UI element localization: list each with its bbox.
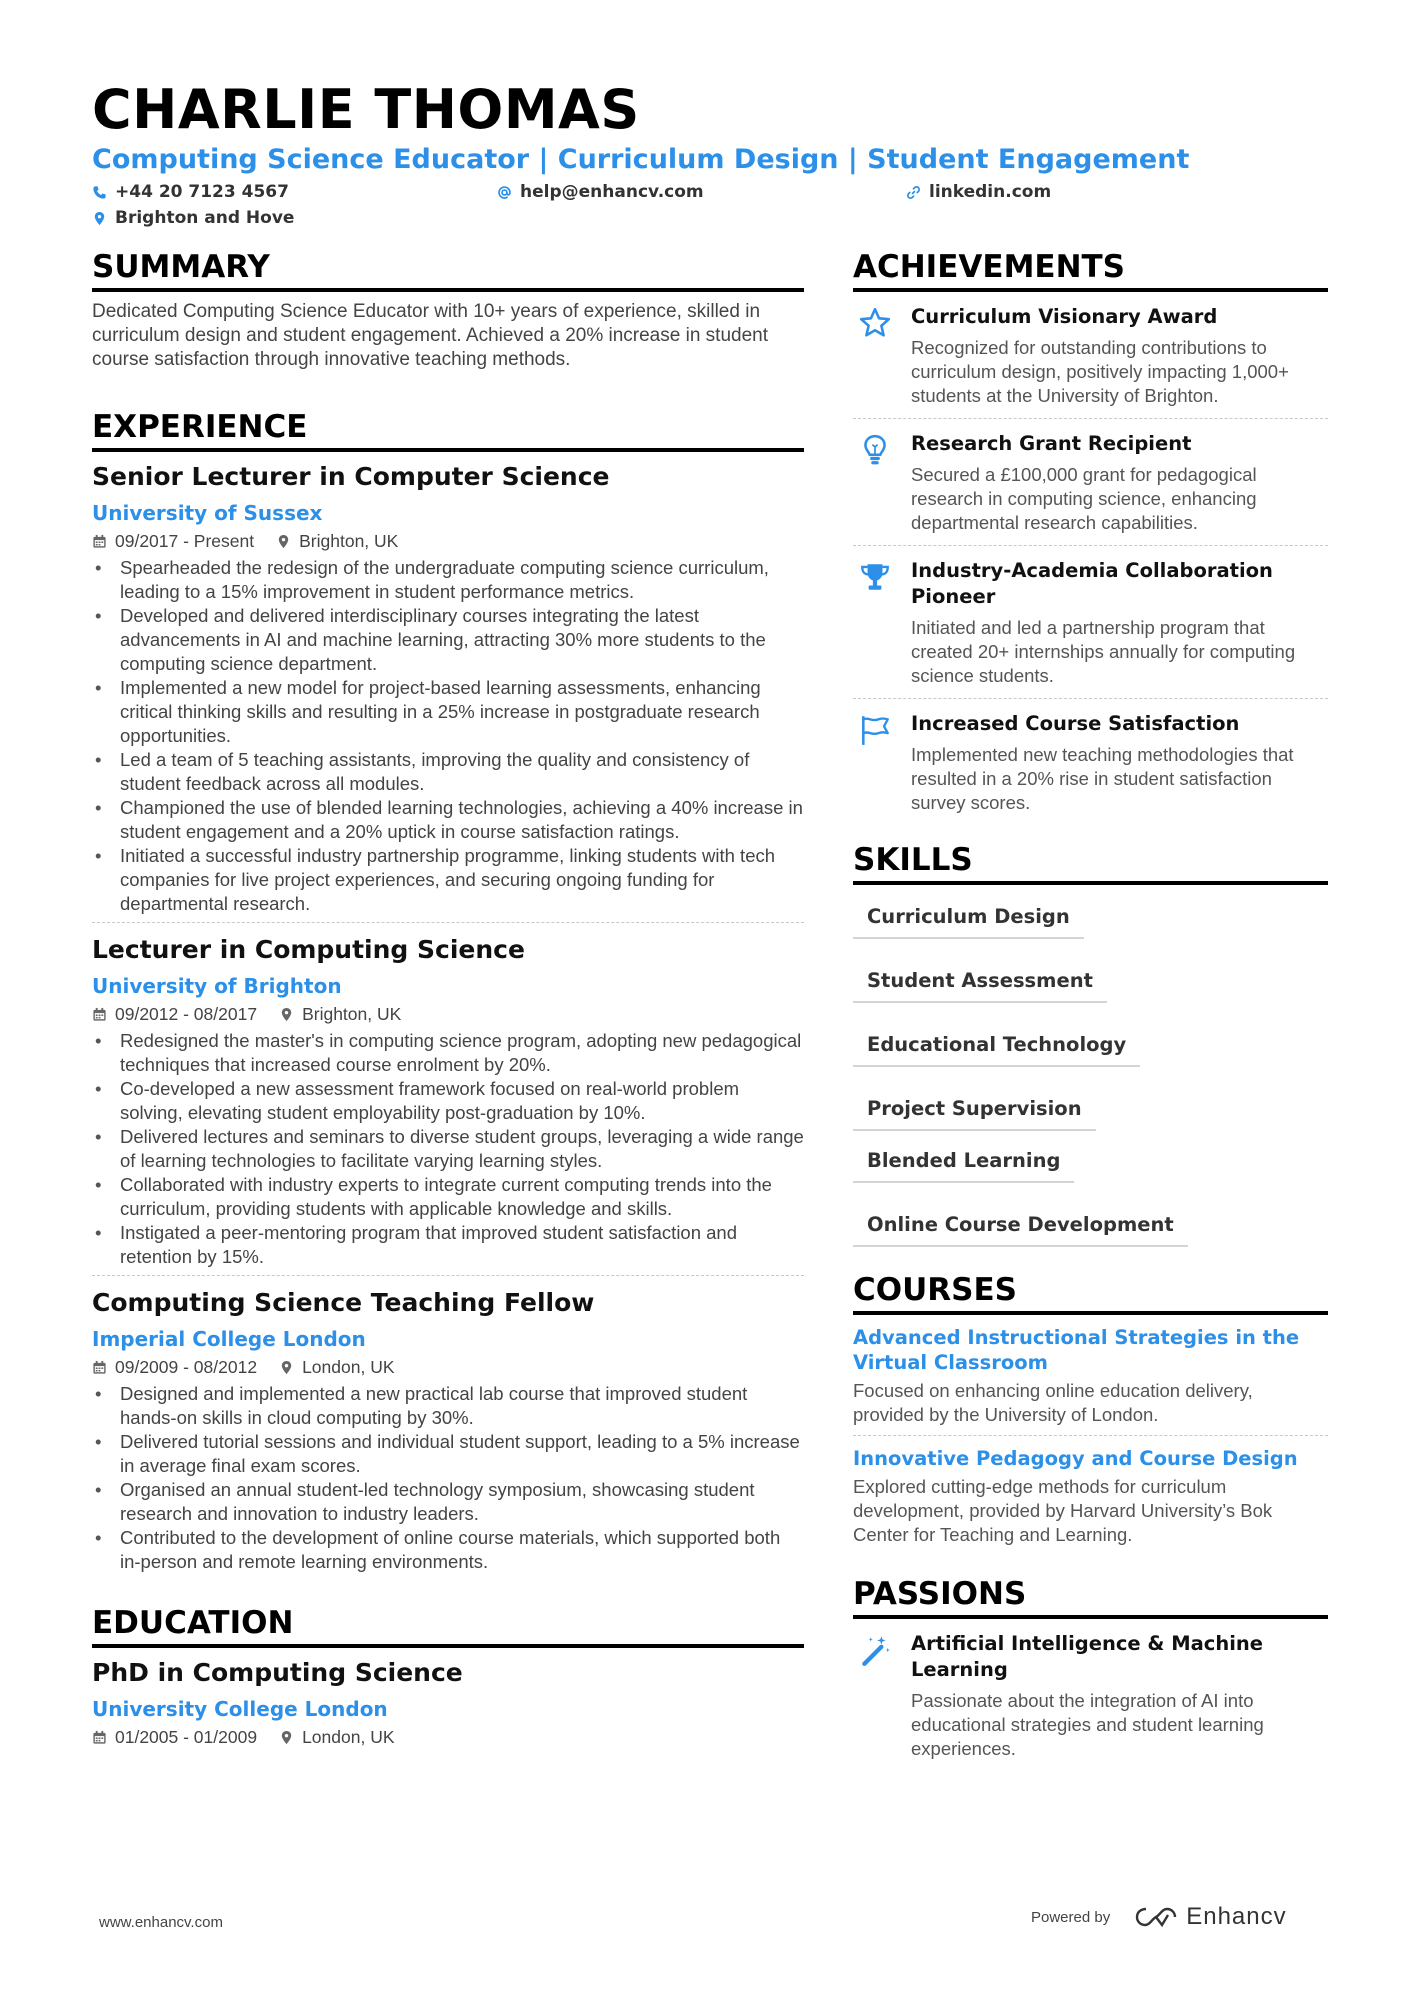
footer-branding [1031, 1903, 1287, 1931]
achievement-title: Curriculum Visionary Award [911, 305, 1218, 329]
courses-section [853, 1273, 1328, 1555]
summary-section [92, 250, 804, 372]
job-bullet: • Contributed to the development of online course materials, which supported both in-person and remote learning environments. [92, 1526, 804, 1574]
footer-website[interactable]: www.enhancv.com [99, 1914, 223, 1931]
job-bullet: • Instigated a peer-mentoring program that improved student satisfaction and retention by 15%. [92, 1221, 804, 1269]
passions-heading: PASSIONS [853, 1577, 1328, 1619]
experience-section [92, 410, 804, 1580]
contact-phone[interactable] [92, 182, 289, 202]
achievement-desc: Recognized for outstanding contributions to curriculum design, positively impacting 1,000+ students at the University of Brighton. [911, 337, 1289, 407]
contact-location [92, 208, 294, 228]
passion-desc: Passionate about the integration of AI into educational strategies and student learning experiences. [911, 1690, 1264, 1760]
location-text: Brighton and Hove [115, 208, 295, 228]
experience-heading: EXPERIENCE [92, 410, 804, 452]
job-entry [92, 1286, 804, 1580]
job-bullet: • Delivered tutorial sessions and individual student support, leading to a 5% increase in average final exam scores. [92, 1430, 804, 1478]
calendar-icon [92, 1730, 107, 1745]
lightbulb-icon [858, 433, 892, 467]
star-icon [858, 306, 892, 340]
course-title: Advanced Instructional Strategies in the Virtual Classroom [853, 1326, 1300, 1375]
calendar-icon [92, 534, 107, 549]
achievement-item [853, 419, 1328, 546]
job-bullet: • Initiated a successful industry partnership programme, linking students with tech companies for live project experiences, and securing ongoing funding for departmental research. [92, 844, 804, 916]
achievements-heading: ACHIEVEMENTS [853, 250, 1328, 292]
at-icon [497, 185, 512, 200]
job-bullet: • Led a team of 5 teaching assistants, improving the quality and consistency of student feedback across all modules. [92, 748, 804, 796]
achievement-item [853, 292, 1328, 419]
achievement-title: Industry-Academia Collaboration Pioneer [911, 559, 1273, 609]
achievement-desc: Initiated and led a partnership program that created 20+ internships annually for computing science students. [911, 617, 1296, 687]
passions-section [853, 1577, 1328, 1771]
education-section [92, 1606, 804, 1750]
course-item [853, 1315, 1328, 1436]
school-name: University College London [92, 1697, 388, 1722]
course-item [853, 1436, 1328, 1555]
education-dates: 01/2005 - 01/2009 [115, 1727, 258, 1748]
skill-tag: Student Assessment [853, 963, 1107, 1003]
job-entry [92, 933, 804, 1276]
right-column [853, 250, 1328, 1771]
job-dates: 09/2009 - 08/2012 [115, 1357, 258, 1378]
link-icon [906, 185, 921, 200]
job-bullets [92, 556, 804, 916]
location-pin-icon [276, 534, 291, 549]
left-column [92, 250, 804, 1752]
location-pin-icon [279, 1730, 294, 1745]
job-bullet: • Developed and delivered interdisciplinary courses integrating the latest advancements in AI and machine learning, attracting 30% more students to the computing science department. [92, 604, 804, 676]
enhancv-logo[interactable] [1134, 1903, 1286, 1931]
calendar-icon [92, 1007, 107, 1022]
job-bullet: • Spearheaded the redesign of the undergraduate computing science curriculum, leading to a 15% improvement in student performance metrics. [92, 556, 804, 604]
powered-by-text: Powered by [1031, 1908, 1111, 1926]
headline: Computing Science Educator | Curriculum Design | Student Engagement [92, 144, 1190, 175]
location-pin-icon [279, 1360, 294, 1375]
trophy-icon [858, 560, 892, 594]
skills-heading: SKILLS [853, 843, 1328, 885]
magic-wand-icon [858, 1633, 892, 1667]
job-title: Senior Lecturer in Computer Science [92, 462, 610, 492]
company-name: University of Sussex [92, 501, 323, 526]
summary-heading: SUMMARY [92, 250, 804, 292]
education-meta [92, 1724, 804, 1750]
achievement-item [853, 699, 1328, 825]
location-pin-icon [92, 211, 107, 226]
job-bullet: • Championed the use of blended learning technologies, achieving a 40% increase in student engagement and a 20% uptick in course satisfaction ratings. [92, 796, 804, 844]
job-dates: 09/2017 - Present [115, 531, 255, 552]
skills-section [853, 843, 1328, 1247]
job-title: Lecturer in Computing Science [92, 935, 525, 965]
phone-icon [92, 185, 107, 200]
achievements-section [853, 250, 1328, 825]
achievement-desc: Implemented new teaching methodologies that resulted in a 20% rise in student satisfaction survey scores. [911, 744, 1294, 814]
job-bullets [92, 1029, 804, 1269]
job-bullet: • Collaborated with industry experts to integrate current computing trends into the curriculum, providing students with applicable knowledge and skills. [92, 1173, 804, 1221]
linkedin-text: linkedin.com [929, 182, 1052, 202]
skills-list [853, 899, 1328, 1247]
education-location: London, UK [302, 1727, 395, 1748]
job-title: Computing Science Teaching Fellow [92, 1288, 595, 1318]
candidate-name: CHARLIE THOMAS [92, 78, 640, 141]
degree-title: PhD in Computing Science [92, 1658, 463, 1688]
contact-email[interactable] [497, 182, 704, 202]
job-entry [92, 460, 804, 923]
location-pin-icon [279, 1007, 294, 1022]
company-name: University of Brighton [92, 974, 342, 999]
job-meta [92, 1354, 804, 1380]
skill-tag: Blended Learning [853, 1143, 1074, 1183]
job-meta [92, 1001, 804, 1027]
education-heading: EDUCATION [92, 1606, 804, 1648]
job-bullet: • Redesigned the master's in computing science program, adopting new pedagogical techniques that increased course enrolment by 20%. [92, 1029, 804, 1077]
course-title: Innovative Pedagogy and Course Design [853, 1447, 1298, 1471]
achievement-desc: Secured a £100,000 grant for pedagogical research in computing science, enhancing departmental research capabilities. [911, 464, 1257, 534]
passion-title: Artificial Intelligence & Machine Learning [911, 1632, 1264, 1682]
summary-text: Dedicated Computing Science Educator with 10+ years of experience, skilled in curriculum design and student engagement. Achieved a 20% increase in student course satisfaction through innovative teaching methods. [92, 301, 768, 371]
skill-tag: Educational Technology [853, 1027, 1140, 1067]
job-location: Brighton, UK [302, 1004, 402, 1025]
job-bullet: • Co-developed a new assessment framework focused on real-world problem solving, elevating student employability post-graduation by 10%. [92, 1077, 804, 1125]
company-name: Imperial College London [92, 1327, 366, 1352]
job-dates: 09/2012 - 08/2017 [115, 1004, 258, 1025]
achievement-item [853, 546, 1328, 699]
phone-text: +44 20 7123 4567 [115, 182, 289, 202]
enhancv-logo-icon [1134, 1905, 1178, 1929]
job-bullet: • Delivered lectures and seminars to diverse student groups, leveraging a wide range of learning technologies to facilitate varying learning styles. [92, 1125, 804, 1173]
job-location: Brighton, UK [299, 531, 399, 552]
flag-icon [858, 713, 892, 747]
achievement-title: Increased Course Satisfaction [911, 712, 1240, 736]
job-bullets [92, 1382, 804, 1574]
job-location: London, UK [302, 1357, 395, 1378]
skill-tag: Curriculum Design [853, 899, 1084, 939]
calendar-icon [92, 1360, 107, 1375]
contact-linkedin[interactable] [906, 182, 1051, 202]
course-desc: Explored cutting-edge methods for curriculum development, provided by Harvard University’s Bok Center for Teaching and Learning. [853, 1476, 1273, 1546]
job-bullet: • Implemented a new model for project-based learning assessments, enhancing critical thinking skills and resulting in a 25% increase in postgraduate research opportunities. [92, 676, 804, 748]
skill-tag: Online Course Development [853, 1207, 1188, 1247]
brand-name: Enhancv [1186, 1903, 1287, 1930]
achievement-title: Research Grant Recipient [911, 432, 1192, 456]
job-meta [92, 528, 804, 554]
job-bullet: • Designed and implemented a new practical lab course that improved student hands-on skills in cloud computing by 30%. [92, 1382, 804, 1430]
passion-item [853, 1619, 1328, 1771]
course-desc: Focused on enhancing online education delivery, provided by the University of London. [853, 1380, 1253, 1426]
email-text: help@enhancv.com [520, 182, 704, 202]
job-bullet: • Organised an annual student-led technology symposium, showcasing student research and innovation to industry leaders. [92, 1478, 804, 1526]
courses-heading: COURSES [853, 1273, 1328, 1315]
skill-tag: Project Supervision [853, 1091, 1096, 1131]
